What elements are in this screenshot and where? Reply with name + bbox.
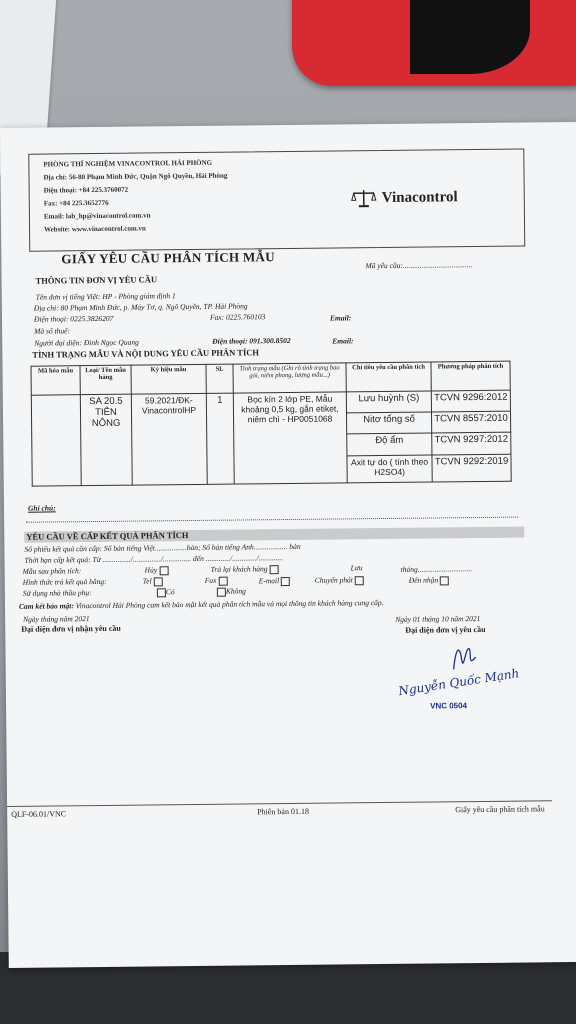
- result-deadline: Thời hạn cấp kết quả: Từ .............../.............../............... đến ............./............./.............: [24, 553, 284, 565]
- fax-checkbox[interactable]: [218, 576, 227, 585]
- after-analysis-label: Mẫu sau phân tích:: [22, 566, 82, 576]
- option-post[interactable]: [315, 574, 364, 586]
- option-tel[interactable]: [143, 575, 163, 586]
- date-left: Ngày tháng năm 2021: [23, 614, 90, 624]
- lab-fax: Fax: +84 225.3652776: [43, 198, 109, 208]
- sample-section-title: TÌNH TRẠNG MẪU VÀ NỘI DUNG YÊU CẦU PHÂN TÍCH: [32, 347, 260, 360]
- client-email: Email:: [329, 313, 352, 323]
- signer-name: Nguyễn Quốc Mạnh: [397, 666, 521, 699]
- fax-label: Fax: [204, 575, 217, 585]
- contact-phone: Điện thoại: 091.300.8502: [212, 335, 291, 346]
- note-line: [26, 517, 518, 523]
- keep-months: tháng.............................: [400, 564, 473, 574]
- red-mouse-pad: [292, 0, 576, 86]
- cell-condition: Bọc kín 2 lớp PE, Mẫu khoảng 0,5 kg, gắn etiket, niêm chì - HP0051068: [233, 392, 347, 484]
- lab-info: [43, 155, 344, 236]
- client-address: Địa chỉ: 80 Phạm Minh Đức, p. Máy Tơ, q. Ngô Quyền, TP. Hải Phòng: [33, 301, 248, 313]
- form-title: GIẤY YÊU CẦU PHÂN TÍCH MẪU: [61, 249, 275, 267]
- request-form-paper: [0, 122, 576, 968]
- return-label: Trả lại khách hàng: [210, 564, 268, 574]
- col-quantity: SL: [206, 364, 233, 393]
- no-checkbox[interactable]: [217, 587, 226, 596]
- option-pickup[interactable]: [409, 574, 449, 585]
- cell-quantity: 1: [206, 393, 234, 484]
- analysis-table: [30, 361, 511, 487]
- client-tax: Mã số thuế:: [34, 326, 71, 336]
- option-fax[interactable]: [205, 575, 228, 586]
- option-destroy[interactable]: [145, 564, 169, 575]
- cell-indicator: Lưu huỳnh (S): [346, 391, 431, 413]
- cell-indicator: Nitơ tổng số: [347, 412, 432, 434]
- return-checkbox[interactable]: [269, 565, 278, 574]
- col-condition: Tình trạng mẫu (Ghi rõ tình trạng bao gói, niêm phong, lượng mẫu...): [233, 363, 346, 393]
- col-sample-id: Mã hóa mẫu: [31, 366, 80, 396]
- pickup-label: Đến nhận: [408, 575, 439, 585]
- commitment-text: Vinacontrol Hải Phòng cam kết bảo mật kết quả phân tích mẫu và mọi thông tin khách hàng cung cấp.: [73, 598, 384, 611]
- post-label: Chuyển phát: [314, 575, 353, 585]
- post-checkbox[interactable]: [355, 576, 364, 585]
- scale-icon: [351, 188, 377, 208]
- request-code: Mã yêu cầu:.....................................: [365, 260, 473, 271]
- result-section-title: YÊU CẦU VỀ CẤP KẾT QUẢ PHÂN TÍCH: [26, 530, 189, 542]
- doc-name: Giấy yêu cầu phân tích mẫu: [455, 804, 545, 815]
- note-label: Ghi chú:: [27, 503, 56, 513]
- cell-sample-code: 59.2021/ĐK-VinacontrolHP: [131, 393, 207, 485]
- destroy-label: Hủy: [144, 565, 158, 575]
- subcontract-label: Sử dụng nhà thầu phụ:: [22, 588, 92, 598]
- lab-website: Website: www.vinacontrol.com.vn: [44, 224, 146, 234]
- cell-indicator: Axit tự do ( tính theo H2SO4): [347, 455, 432, 483]
- commitment: [19, 596, 519, 612]
- date-right: Ngày 01 tháng 10 năm 2021: [395, 613, 481, 624]
- logo-text: Vinacontrol: [381, 188, 458, 206]
- signer-code: VNC 0504: [430, 701, 468, 711]
- email-label: E-mail: [258, 576, 280, 586]
- cell-method: TCVN 9296:2012: [431, 390, 510, 412]
- lab-phone: Điện thoại: +84 225.3760072: [43, 185, 129, 195]
- cell-indicator: Độ ẩm: [347, 433, 432, 455]
- col-sample-type: Loại/ Tên mẫu hàng: [80, 365, 131, 395]
- option-email[interactable]: [259, 575, 291, 586]
- lab-email: Email: lab_hp@vinacontrol.com.vn: [43, 211, 151, 221]
- col-method: Phương pháp phân tích: [431, 361, 510, 391]
- lab-address: Địa chỉ: 56-80 Phạm Minh Đức, Quận Ngô Quyền, Hải Phòng: [43, 171, 228, 182]
- col-sample-code: Ký hiệu mẫu: [131, 364, 206, 394]
- cell-method: TCVN 8557:2010: [431, 411, 510, 433]
- cell-method: TCVN 9297:2012: [432, 433, 511, 455]
- vinacontrol-logo: [351, 187, 458, 208]
- yes-label: Có: [165, 587, 175, 597]
- client-phone: Điện thoại: 0225.3826207: [33, 313, 114, 324]
- version: Phiên bản 01.18: [257, 806, 310, 817]
- option-yes[interactable]: [155, 586, 175, 597]
- rep-left: Đại diện đơn vị nhận yêu cầu: [21, 623, 121, 634]
- col-indicator: Chỉ tiêu yêu cầu phân tích: [346, 362, 431, 392]
- email-checkbox[interactable]: [281, 577, 290, 586]
- client-contact: Người đại diện: Đinh Ngọc Quang: [34, 337, 139, 348]
- form-code: QLF-06.01/VNC: [11, 809, 67, 819]
- cell-method: TCVN 9292:2019: [432, 454, 511, 482]
- lab-name: PHÒNG THÍ NGHIỆM VINACONTROL HẢI PHÒNG: [43, 158, 213, 169]
- option-return[interactable]: [211, 563, 279, 575]
- rep-right: Đại diện đơn vị yêu cầu: [405, 624, 486, 635]
- client-fax: Fax: 0225.760103: [209, 312, 266, 322]
- commitment-bold: Cam kết bảo mật:: [18, 601, 74, 611]
- signature-mark: [445, 639, 485, 675]
- destroy-checkbox[interactable]: [159, 566, 168, 575]
- delivery-label: Hình thức trả kết quả bằng:: [22, 576, 107, 587]
- contact-email: Email:: [332, 336, 354, 346]
- cell-sample-type: SA 20.5 TIÊN NÔNG: [80, 394, 132, 486]
- pickup-checkbox[interactable]: [440, 576, 449, 585]
- cell-sample-id: [31, 395, 81, 487]
- client-name: Tên đơn vị tiếng Việt: HP - Phòng giám định 1: [35, 291, 176, 302]
- option-no[interactable]: [215, 585, 246, 596]
- no-label: Không: [225, 586, 246, 596]
- tel-label: Tel: [142, 576, 152, 586]
- client-section-title: THÔNG TIN ĐƠN VỊ YÊU CẦU: [35, 274, 158, 286]
- result-copies: Số phiếu kết quả cần cấp: Số bản tiếng Việt.................bản; Số bản tiếng Anh.................. bản: [24, 541, 301, 554]
- option-keep: Lưu: [350, 563, 363, 573]
- tel-checkbox[interactable]: [154, 577, 163, 586]
- yes-checkbox[interactable]: [157, 588, 166, 597]
